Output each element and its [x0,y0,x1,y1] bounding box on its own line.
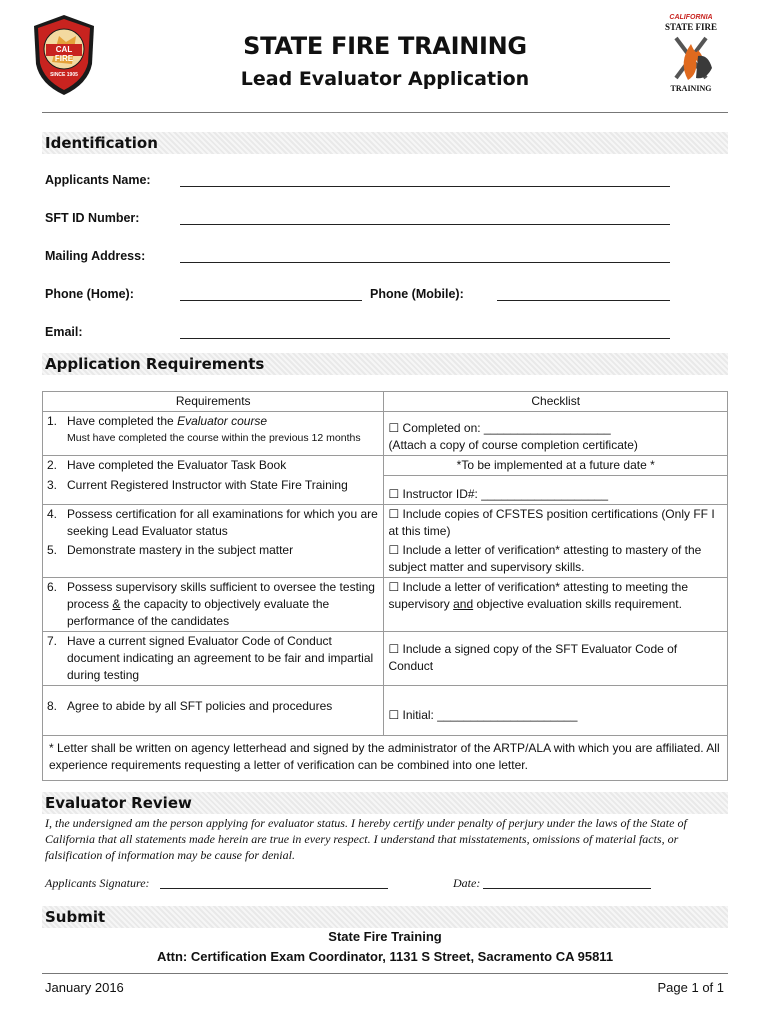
requirements-heading: Application Requirements [45,355,265,373]
applicant-name-label: Applicants Name: [45,173,151,187]
checklist-column-header: Checklist [384,392,728,412]
requirements-column-header: Requirements [43,392,384,412]
sft-id-label: SFT ID Number: [45,211,140,225]
req-text: Agree to abide by all SFT policies and procedures [67,699,333,713]
req-num: 1. [47,414,58,428]
review-certification-text: I, the undersigned am the person applying for evaluator status. I hereby certify under penalty of perjury under the laws of the State of California that all statements made herein are true in every respect. I understand that misstatements, omissions of material facts, or falsification of information may be cause for denial. [45,816,687,862]
signature-label: Applicants Signature: [45,876,150,890]
checklist-item-underline: and [453,597,474,611]
date-field[interactable] [483,874,651,889]
checklist-item-cont: objective evaluation skills requirement. [473,597,682,611]
checklist-item[interactable]: ☐ Include a signed copy of the SFT Evaluator Code of Conduct [388,642,678,673]
req-num: 2. [47,458,58,472]
requirements-table [42,391,728,781]
footer-page-number: Page 1 of 1 [657,980,724,995]
mailing-address-label: Mailing Address: [45,249,146,263]
checklist-item[interactable]: ☐ Instructor ID#: ___________________ [388,487,609,501]
req-note: Must have completed the course within the previous 12 months [67,432,361,444]
req-num: 4. [47,507,58,521]
review-heading-band [42,792,728,814]
checklist-note: (Attach a copy of course completion certificate) [388,438,638,452]
cal-fire-logo-text: CAL FIRE [54,45,74,63]
signature-field[interactable] [160,874,388,889]
req-text-underline: & [112,597,121,611]
req-text: Possess certification for all examinations for which you are seeking Lead Evaluator status [67,507,378,538]
page-title: STATE FIRE TRAINING [243,32,527,60]
table-row [43,632,728,686]
submit-address: Attn: Certification Exam Coordinator, 1131 S Street, Sacramento CA 95811 [156,949,614,964]
identification-heading-band [42,132,728,154]
req-num: 7. [47,634,58,648]
mailing-address-field[interactable] [180,248,670,263]
req-text: Have a current signed Evaluator Code of Conduct document indicating an agreement to be fair and impartial during testing [67,634,374,682]
table-row [43,476,728,505]
checklist-item[interactable]: ☐ Include a letter of verification* attesting to mastery of the subject matter and supervisory skills. [388,543,702,574]
table-row [43,736,728,781]
phone-home-label: Phone (Home): [45,287,134,301]
logo-training-text: TRAINING [670,84,712,93]
requirements-footnote: * Letter shall be written on agency letterhead and signed by the administrator of the ARTP/ALA with which you are affiliated. All experience requirements requesting a letter of verification can be combined into one letter. [49,741,720,772]
req-num: 6. [47,580,58,594]
table-row [43,412,728,456]
identification-heading: Identification [45,134,158,152]
table-row [43,456,728,476]
req-num: 8. [47,699,58,713]
cal-fire-logo-since: SINCE 1905 [50,72,78,78]
req-text: Demonstrate mastery in the subject matter [67,543,294,557]
applicant-name-field[interactable] [180,172,670,187]
req-num: 5. [47,543,58,557]
table-row [43,686,728,736]
phone-mobile-label: Phone (Mobile): [370,287,464,301]
logo-state-fire-text: STATE FIRE [665,22,717,32]
submit-heading-band [42,906,728,928]
submit-organization: State Fire Training [328,929,442,944]
review-heading: Evaluator Review [45,794,192,812]
header-divider [42,112,728,113]
req-text-cont: the capacity to objectively evaluate the performance of the candidates [67,597,330,628]
email-label: Email: [45,325,83,339]
table-row [43,578,728,632]
requirements-heading-band [42,353,728,375]
req-num: 3. [47,477,58,492]
checklist-item[interactable]: ☐ Completed on: ___________________ [388,421,611,435]
checklist-item[interactable]: ☐ Include a letter of verification* attesting to meeting the supervisory [388,580,689,611]
date-label: Date: [453,876,481,890]
footer-date: January 2016 [45,980,124,995]
phone-home-field[interactable] [180,286,362,301]
submit-heading: Submit [45,908,106,926]
req-text: Have completed the Evaluator Task Book [67,458,287,472]
checklist-item[interactable]: ☐ Initial: _____________________ [388,708,578,722]
logo-california-text: CALIFORNIA [669,14,713,21]
phone-mobile-field[interactable] [497,286,670,301]
checklist-future-note: *To be implemented at a future date * [384,456,728,476]
checklist-item[interactable]: ☐ Include copies of CFSTES position certifications (Only FF I at this time) [388,507,715,538]
req-text: Current Registered Instructor with State Fire Training [67,477,348,492]
req-text: Possess supervisory skills sufficient to oversee the testing process [67,580,375,611]
page-subtitle: Lead Evaluator Application [240,68,530,90]
req-text-emphasis: Evaluator course [177,414,268,428]
sft-id-field[interactable] [180,210,670,225]
table-row [43,505,728,542]
email-field[interactable] [180,324,670,339]
req-text: Have completed the [67,414,178,428]
footer-divider [42,973,728,974]
table-row [43,541,728,578]
